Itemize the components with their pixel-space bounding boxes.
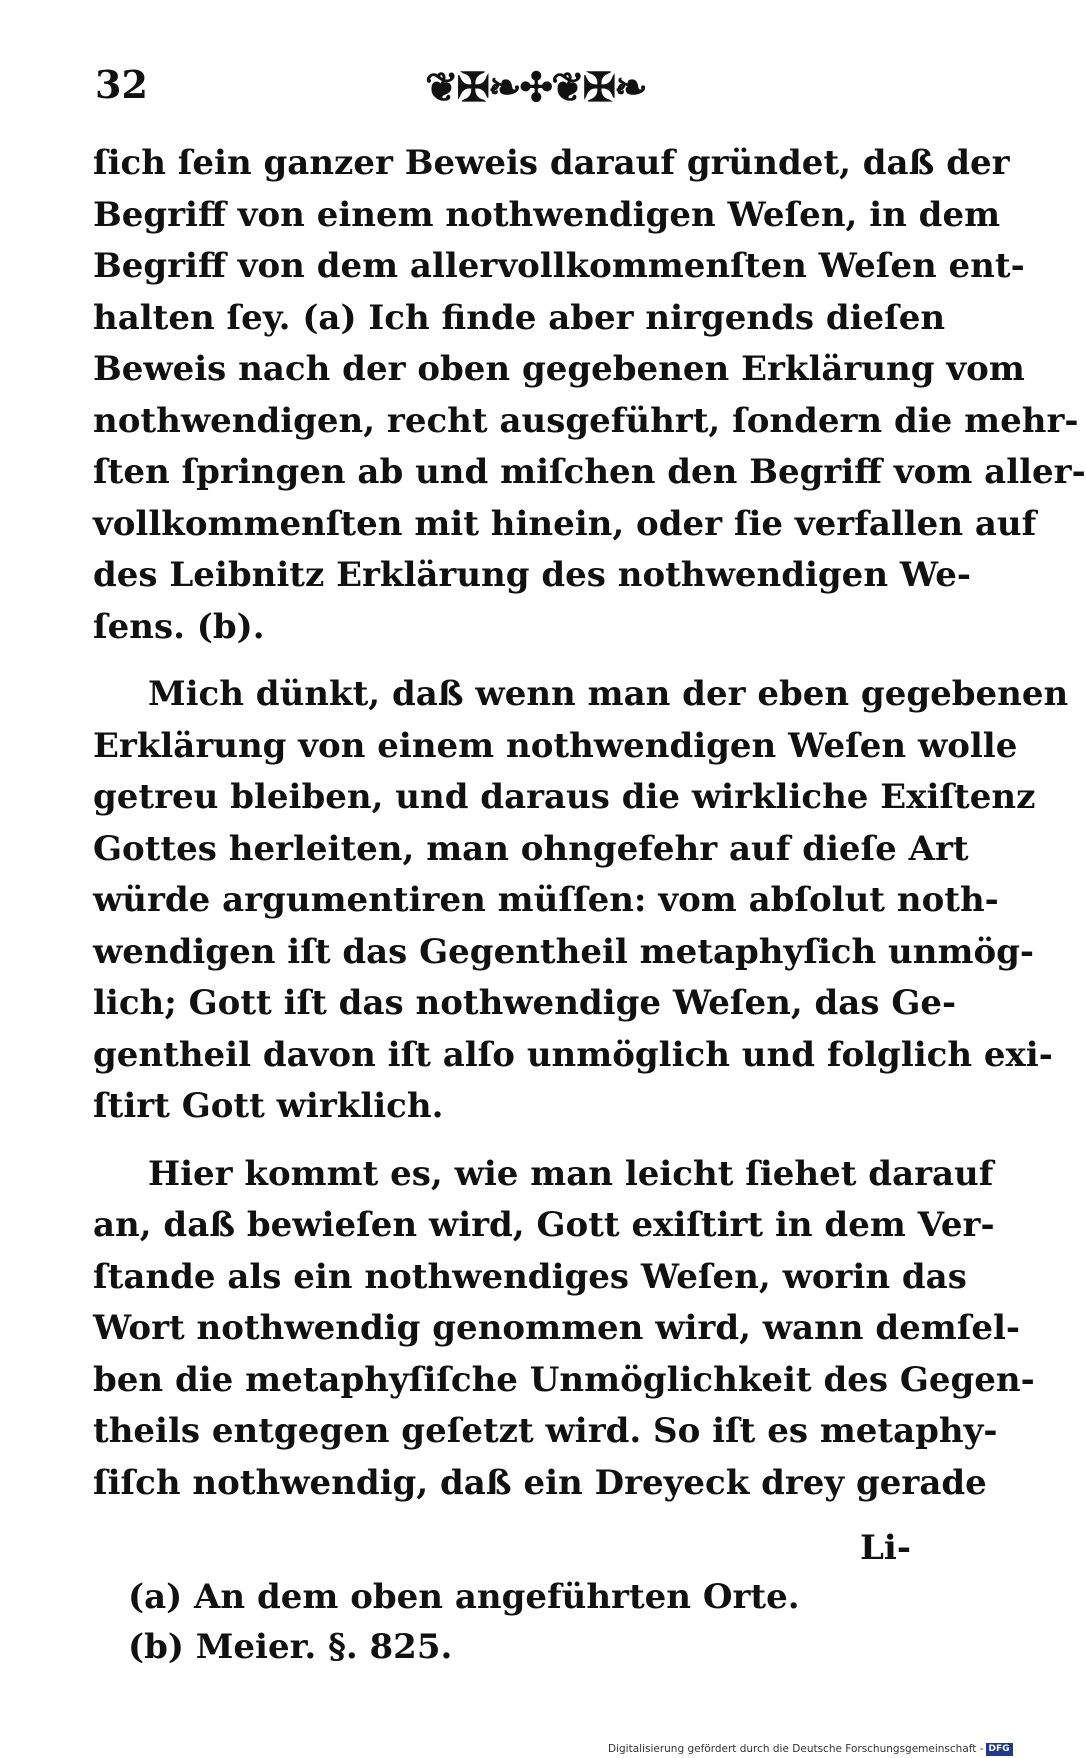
text-line: Beweis nach der oben gegebenen Erklärung vom xyxy=(93,349,1025,389)
text-line: Erklärung von einem nothwendigen Weſen wolle xyxy=(93,725,1018,766)
text-line: Begriff von einem nothwendigen Weſen, in dem xyxy=(93,194,1001,235)
text-line: Gottes herleiten, man ohngefehr auf dieſe Art xyxy=(93,828,969,869)
header-ornament: ❦✠❧✣❦✠❧ xyxy=(425,64,646,111)
text-line: an, daß bewieſen wird, Gott exiſtirt in dem Ver- xyxy=(93,1205,995,1245)
text-line: gentheil davon iſt alſo unmöglich und folglich exi- xyxy=(93,1034,1053,1075)
text-line: vollkommenſten mit hinein, oder ſie verfallen auf xyxy=(93,503,1037,544)
footnote: (a) An dem oben angeführten Orte. xyxy=(128,1577,800,1617)
catchword: Li- xyxy=(860,1528,911,1568)
digitization-credit xyxy=(608,1740,1010,1758)
text-line: Begriff von dem allervollkommenſten Weſen ent- xyxy=(93,246,1025,286)
text-line: nothwendigen, recht ausgeführt, ſondern die mehr- xyxy=(93,400,1079,441)
text-line: Hier kommt es, wie man leicht ſiehet darauf xyxy=(148,1153,994,1194)
text-line: getreu bleiben, und daraus die wirkliche Exiſtenz xyxy=(93,777,1036,817)
footnotes xyxy=(128,1572,828,1672)
text-line: halten ſey. (a) Ich finde aber nirgends dieſen xyxy=(93,297,946,338)
text-line: ſtirt Gott wirklich. xyxy=(93,1086,444,1126)
dfg-logo: DFG xyxy=(986,1743,1013,1756)
text-line: ſiſch nothwendig, daß ein Dreyeck drey gerade xyxy=(93,1462,987,1503)
footnote: (b) Meier. §. 825. xyxy=(128,1627,453,1667)
text-line: theils entgegen geſetzt wird. So iſt es metaphy- xyxy=(93,1411,998,1451)
text-line: würde argumentiren müſſen: vom abſolut noth- xyxy=(93,880,999,920)
text-line: ſtande als ein nothwendiges Weſen, worin das xyxy=(93,1256,967,1297)
text-line: ſens. (b). xyxy=(93,606,265,647)
paragraph xyxy=(93,138,1086,653)
text-line: ſten ſpringen ab und miſchen den Begriff vom aller- xyxy=(93,452,1086,492)
text-line: Mich dünkt, daß wenn man der eben gegebenen xyxy=(148,674,1069,714)
page-number: 32 xyxy=(95,62,148,107)
text-line: des Leibnitz Erklärung des nothwendigen We- xyxy=(93,555,972,595)
page-header xyxy=(95,62,935,112)
text-line: ben die metaphyſiſche Unmöglichkeit des Gegen- xyxy=(93,1359,1035,1400)
paragraph xyxy=(93,669,1069,1133)
paragraph xyxy=(93,1149,1035,1510)
text-line: ſich ſein ganzer Beweis darauf gründet, daß der xyxy=(93,143,1010,183)
credit-text: Digitalisierung gefördert durch die Deutsche Forschungsgemeinschaft - xyxy=(608,1743,984,1755)
text-line: lich; Gott iſt das nothwendige Weſen, das Ge- xyxy=(93,983,957,1023)
text-line: Wort nothwendig genommen wird, wann demſel- xyxy=(93,1308,1021,1348)
text-line: wendigen iſt das Gegentheil metaphyſich unmög- xyxy=(93,931,1035,972)
body-text xyxy=(93,138,1086,1525)
